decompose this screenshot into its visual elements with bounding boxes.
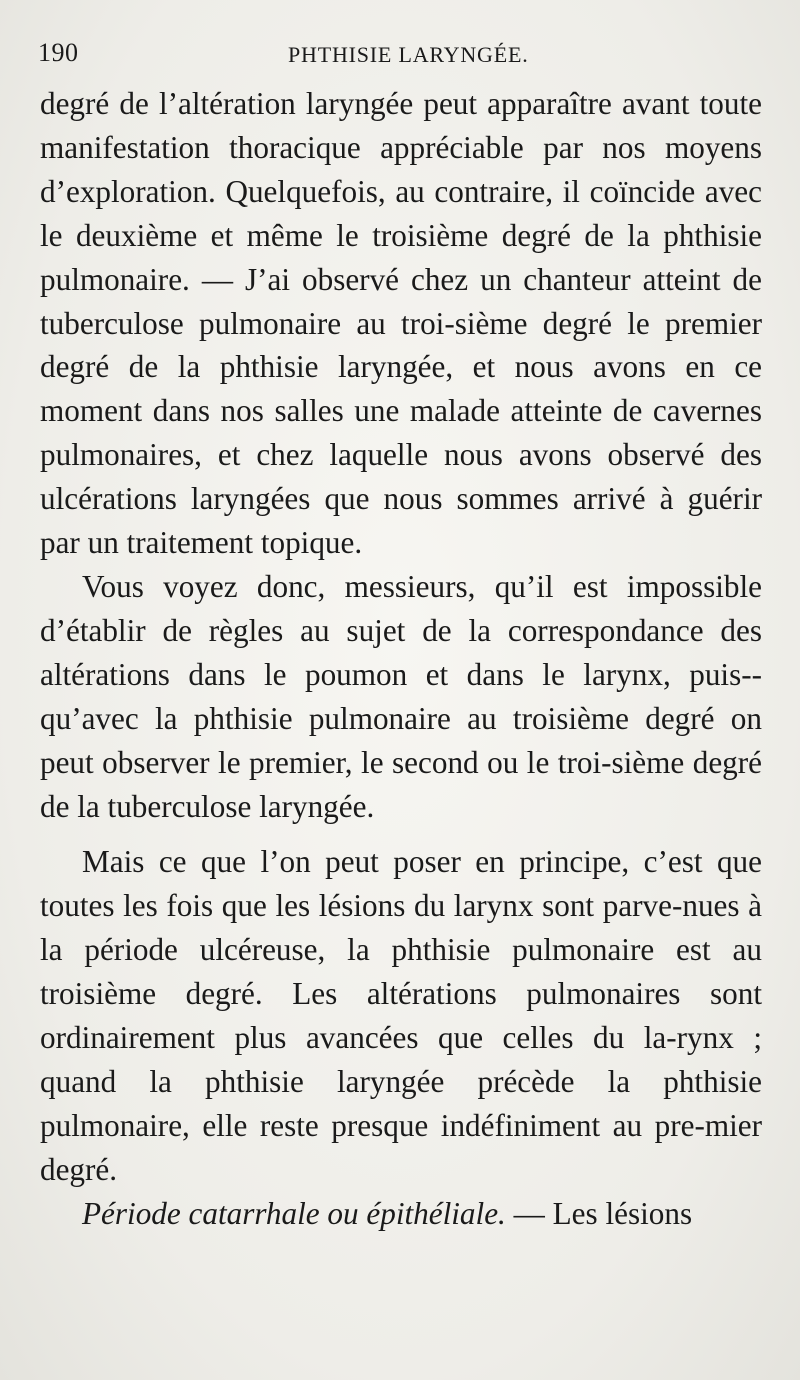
- page-number: 190: [38, 38, 79, 67]
- page-header: [0, 38, 800, 74]
- body-text: [40, 82, 762, 1236]
- section-continuation: Les lésions: [552, 1195, 693, 1231]
- paragraph: Mais ce que l’on peut poser en principe, c’est que toutes les fois que les lésions du larynx sont parve-nues à la période ulcéreuse, la phthisie pulmonaire est au troisième degré. Les altérations pulmonaires sont ordinairement plus avancées que celles du la-rynx ; quand la phthisie laryngée précède la phthisie pulmonaire, elle reste presque indéfiniment au pre-mier degré.: [40, 844, 762, 1187]
- running-title: PHTHISIE LARYNGÉE.: [288, 42, 529, 67]
- paragraph: Vous voyez donc, messieurs, qu’il est impossible d’établir de règles au sujet de la correspondance des altérations dans le poumon et dans le larynx, puis-qu’avec la phthisie pulmonaire au troisième degré on peut observer le premier, le second ou le troi-sième degré de la tuberculose laryngée.: [40, 568, 762, 824]
- paragraph-continuation: degré de l’altération laryngée peut apparaître avant toute manifestation thoracique appréciable par nos moyens d’exploration. Quelquefois, au contraire, il coïncide avec le deuxième et même le troisième degré de la phthisie pulmonaire. — J’ai observé chez un chanteur atteint de tuberculose pulmonaire au troi-sième degré le premier degré de la phthisie laryngée, et nous avons en ce moment dans nos salles une malade atteinte de cavernes pulmonaires, et chez laquelle nous avons observé des ulcérations laryngées que nous sommes arrivé à guérir par un traitement topique.: [40, 86, 762, 561]
- section-title: Période catarrhale ou épithéliale.: [82, 1195, 506, 1231]
- section-heading-line: [40, 1192, 762, 1236]
- section-dash: —: [505, 1195, 553, 1231]
